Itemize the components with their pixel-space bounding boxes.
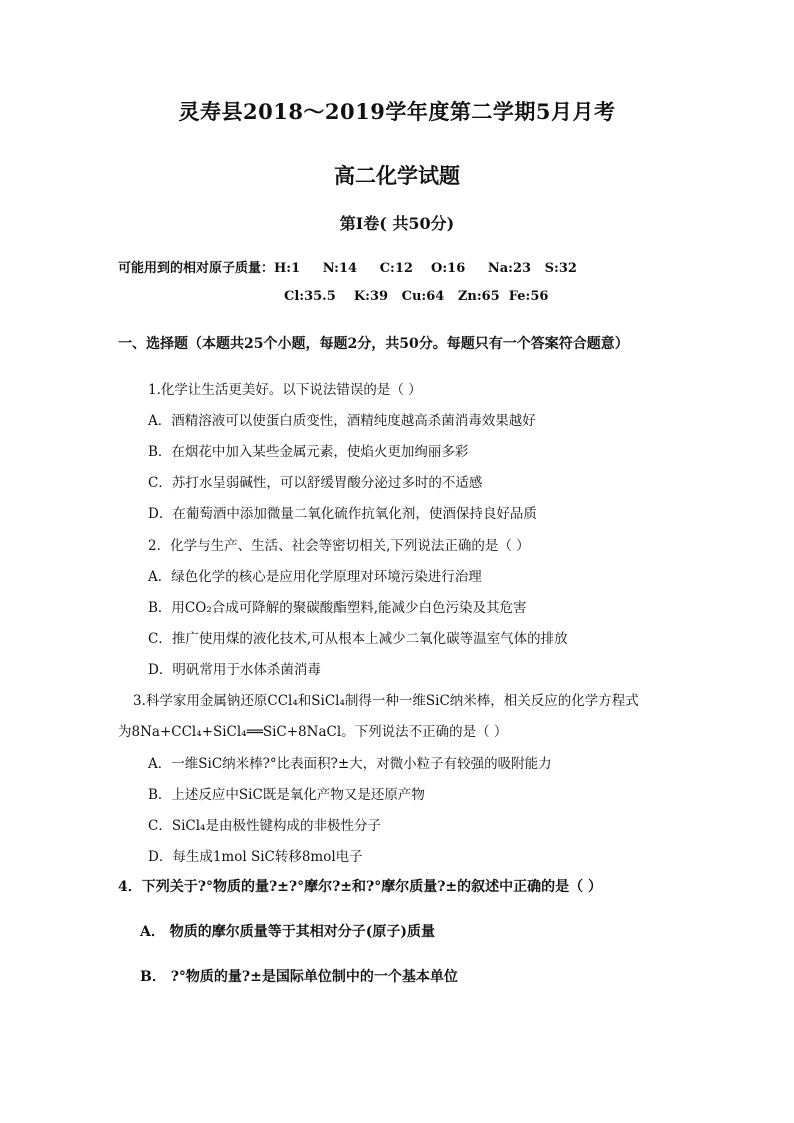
question-4-stem: 4．下列关于?°物质的量?±?°摩尔?±和?°摩尔质量?±的叙述中正确的是（ ） — [118, 879, 603, 895]
section-heading: 一、选择题（本题共25个小题，每题2分，共50分。每题只有一个答案符合题意） — [118, 336, 629, 352]
question-2-option-c: C．推广使用煤的液化技术,可从根本上减少二氧化碳等温室气体的排放 — [148, 631, 568, 647]
question-3-option-b: B．上述反应中SiC既是氧化产物又是还原产物 — [148, 787, 425, 803]
question-2-stem: 2．化学与生产、生活、社会等密切相关,下列说法正确的是（ ） — [148, 538, 530, 554]
question-2-option-a: A．绿色化学的核心是应用化学原理对环境污染进行治理 — [148, 569, 482, 585]
question-4-option-b: B． ?°物质的量?±是国际单位制中的一个基本单位 — [140, 969, 458, 985]
question-3-option-d: D．每生成1mol SiC转移8mol电子 — [148, 849, 363, 865]
question-1-option-b: B．在烟花中加入某些金属元素，使焰火更加绚丽多彩 — [148, 444, 469, 460]
question-3-option-c: C．SiCl₄是由极性键构成的非极性分子 — [148, 818, 381, 834]
volume-label: 第Ⅰ卷( 共50分) — [339, 214, 455, 233]
question-3-stem-continued: 为8Na+CCl₄+SiCl₄══SiC+8NaCl。下列说法不正确的是（ ） — [118, 724, 508, 740]
question-1-option-d: D．在葡萄酒中添加微量二氧化硫作抗氧化剂，使酒保持良好品质 — [148, 506, 537, 522]
question-1-option-a: A．酒精溶液可以使蛋白质变性，酒精纯度越高杀菌消毒效果越好 — [148, 413, 536, 429]
question-3-option-a: A．一维SiC纳米棒?°比表面积?±大，对微小粒子有较强的吸附能力 — [148, 756, 552, 772]
exam-title: 灵寿县2018～2019学年度第二学期5月月考 — [178, 99, 616, 124]
exam-subtitle: 高二化学试题 — [334, 163, 460, 188]
question-1-option-c: C．苏打水呈弱碱性，可以舒缓胃酸分泌过多时的不适感 — [148, 475, 483, 491]
question-3-stem: 3.科学家用金属钠还原CCl₄和SiCl₄制得一种一维SiC纳米棒，相关反应的化学方程式 — [133, 693, 639, 709]
atomic-mass-line-2: Cl:35.5 K:39 Cu:64 Zn:65 Fe:56 — [284, 289, 549, 304]
question-2-option-b: B．用CO₂合成可降解的聚碳酸酯塑料,能减少白色污染及其危害 — [148, 600, 527, 616]
question-2-option-d: D．明矾常用于水体杀菌消毒 — [148, 662, 321, 678]
question-4-option-a: A． 物质的摩尔质量等于其相对分子(原子)质量 — [140, 924, 435, 940]
atomic-mass-line-1: 可能用到的相对原子质量：H:1 N:14 C:12 O:16 Na:23 S:32 — [118, 261, 577, 276]
question-1-stem: 1.化学让生活更美好。以下说法错误的是（ ） — [148, 382, 422, 398]
